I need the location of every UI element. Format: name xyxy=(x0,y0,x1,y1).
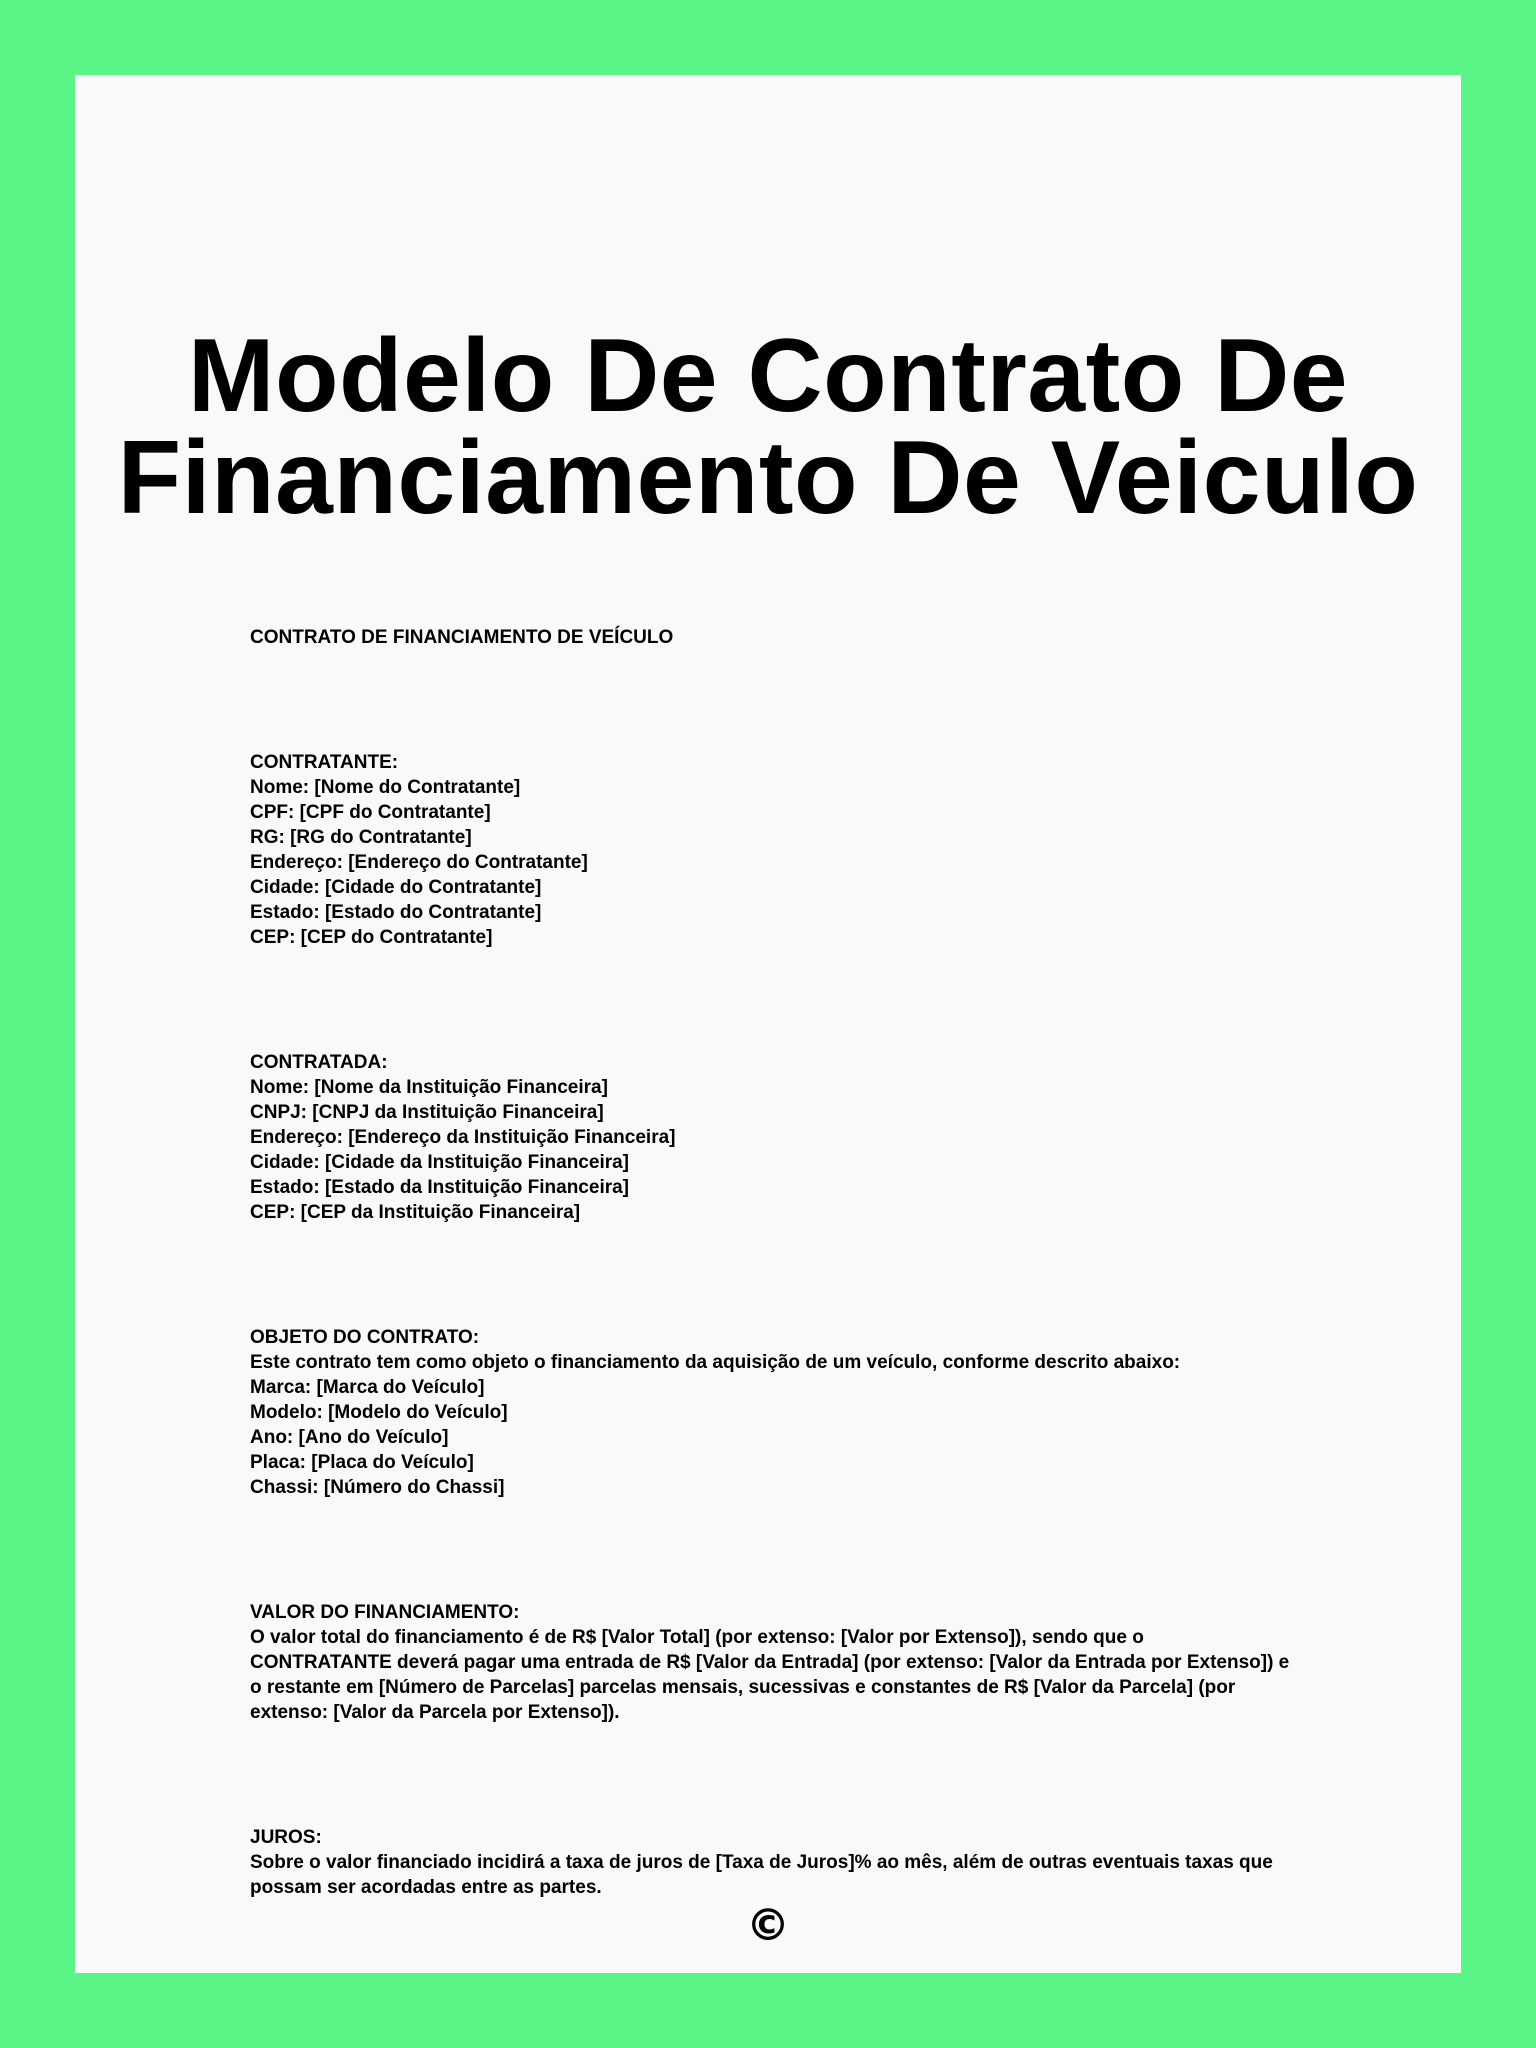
valor-section xyxy=(250,1600,1360,1725)
contratada-estado: Estado: [Estado da Instituição Financeira] xyxy=(250,1177,630,1198)
contratada-section xyxy=(250,1050,1360,1225)
valor-heading: VALOR DO FINANCIAMENTO: xyxy=(250,1602,520,1623)
contratada-endereco: Endereço: [Endereço da Instituição Financeira] xyxy=(250,1127,676,1148)
contratante-cidade: Cidade: [Cidade do Contratante] xyxy=(250,877,542,898)
objeto-heading: OBJETO DO CONTRATO: xyxy=(250,1327,480,1348)
contratante-section xyxy=(250,750,1360,950)
juros-section xyxy=(250,1825,1360,1900)
contratada-heading: CONTRATADA: xyxy=(250,1052,388,1073)
contratante-rg: RG: [RG do Contratante] xyxy=(250,827,472,848)
juros-paragraph: Sobre o valor financiado incidirá a taxa de juros de [Taxa de Juros]% ao mês, além de outras eventuais taxas que possam ser acordadas entre as partes. xyxy=(250,1852,1273,1898)
contratante-cep: CEP: [CEP do Contratante] xyxy=(250,927,493,948)
document-page xyxy=(75,75,1461,1973)
document-heading: CONTRATO DE FINANCIAMENTO DE VEÍCULO xyxy=(250,627,674,648)
valor-paragraph: O valor total do financiamento é de R$ [Valor Total] (por extenso: [Valor por Extenso]), sendo que o CONTRATANTE deverá pagar uma entrada de R$ [Valor da Entrada] (por extenso: [Valor da Entrada por Extenso]) e o restante em [Número de Parcelas] parcelas mensais, sucessivas e constantes de R$ [Valor da Parcela] (por extenso: [Valor da Parcela por Extenso]). xyxy=(250,1627,1290,1723)
objeto-marca: Marca: [Marca do Veículo] xyxy=(250,1377,485,1398)
contratante-heading: CONTRATANTE: xyxy=(250,752,399,773)
page-title xyxy=(75,318,1461,536)
contratante-cpf: CPF: [CPF do Contratante] xyxy=(250,802,491,823)
objeto-placa: Placa: [Placa do Veículo] xyxy=(250,1452,474,1473)
objeto-descricao: Este contrato tem como objeto o financiamento da aquisição de um veículo, conforme descrito abaixo: xyxy=(250,1352,1181,1373)
contratada-cnpj: CNPJ: [CNPJ da Instituição Financeira] xyxy=(250,1102,604,1123)
contratante-nome: Nome: [Nome do Contratante] xyxy=(250,777,521,798)
objeto-chassi: Chassi: [Número do Chassi] xyxy=(250,1477,505,1498)
document-heading-block xyxy=(250,625,1360,650)
contratada-nome: Nome: [Nome da Instituição Financeira] xyxy=(250,1077,608,1098)
contratada-cidade: Cidade: [Cidade da Instituição Financeira] xyxy=(250,1152,630,1173)
contratante-estado: Estado: [Estado do Contratante] xyxy=(250,902,542,923)
contratada-cep: CEP: [CEP da Instituição Financeira] xyxy=(250,1202,581,1223)
objeto-modelo: Modelo: [Modelo do Veículo] xyxy=(250,1402,508,1423)
page-title-line-1: Modelo De Contrato De xyxy=(187,318,1349,434)
juros-heading: JUROS: xyxy=(250,1827,322,1848)
copyright-symbol: © xyxy=(746,1900,790,1951)
page-title-line-2: Financiamento De Veiculo xyxy=(117,420,1419,536)
objeto-ano: Ano: [Ano do Veículo] xyxy=(250,1427,449,1448)
contratante-endereco: Endereço: [Endereço do Contratante] xyxy=(250,852,588,873)
objeto-section xyxy=(250,1325,1360,1500)
